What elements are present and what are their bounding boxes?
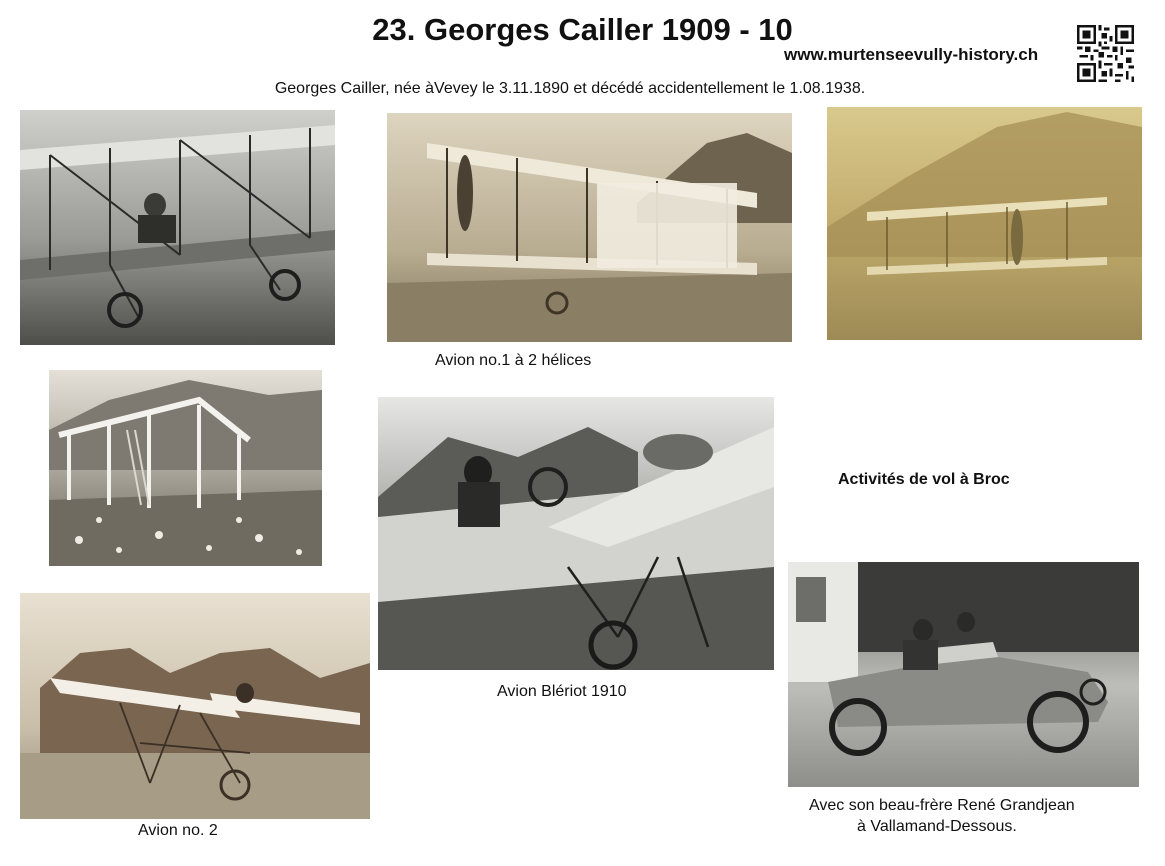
website-url[interactable]: www.murtenseevully-history.ch xyxy=(784,45,1039,64)
photo-avion-no1 xyxy=(387,113,792,342)
photo-bleriot-1910 xyxy=(378,397,774,670)
photo-pilot-in-biplane xyxy=(20,110,335,345)
caption-avion-no1: Avion no.1 à 2 hélices xyxy=(435,352,592,369)
caption-avion-no2: Avion no. 2 xyxy=(138,822,218,839)
photo-car-grandjean xyxy=(788,562,1139,787)
photo-faded-biplane xyxy=(827,107,1142,340)
photo-avion-no2 xyxy=(20,593,370,819)
qr-code-icon xyxy=(1077,25,1134,82)
biography-line: Georges Cailler, née àVevey le 3.11.1890 et décédé accidentellement le 1.08.1938. xyxy=(274,80,866,97)
page-title: 23. Georges Cailler 1909 - 10 xyxy=(372,12,793,47)
photo-hangar-frame xyxy=(49,370,322,566)
caption-grandjean-line1: Avec son beau-frère René Grandjean xyxy=(809,797,1075,814)
caption-grandjean-line2: à Vallamand-Dessous. xyxy=(857,818,1017,835)
caption-activites-broc: Activités de vol à Broc xyxy=(838,471,1010,488)
caption-bleriot: Avion Blériot 1910 xyxy=(497,683,627,700)
